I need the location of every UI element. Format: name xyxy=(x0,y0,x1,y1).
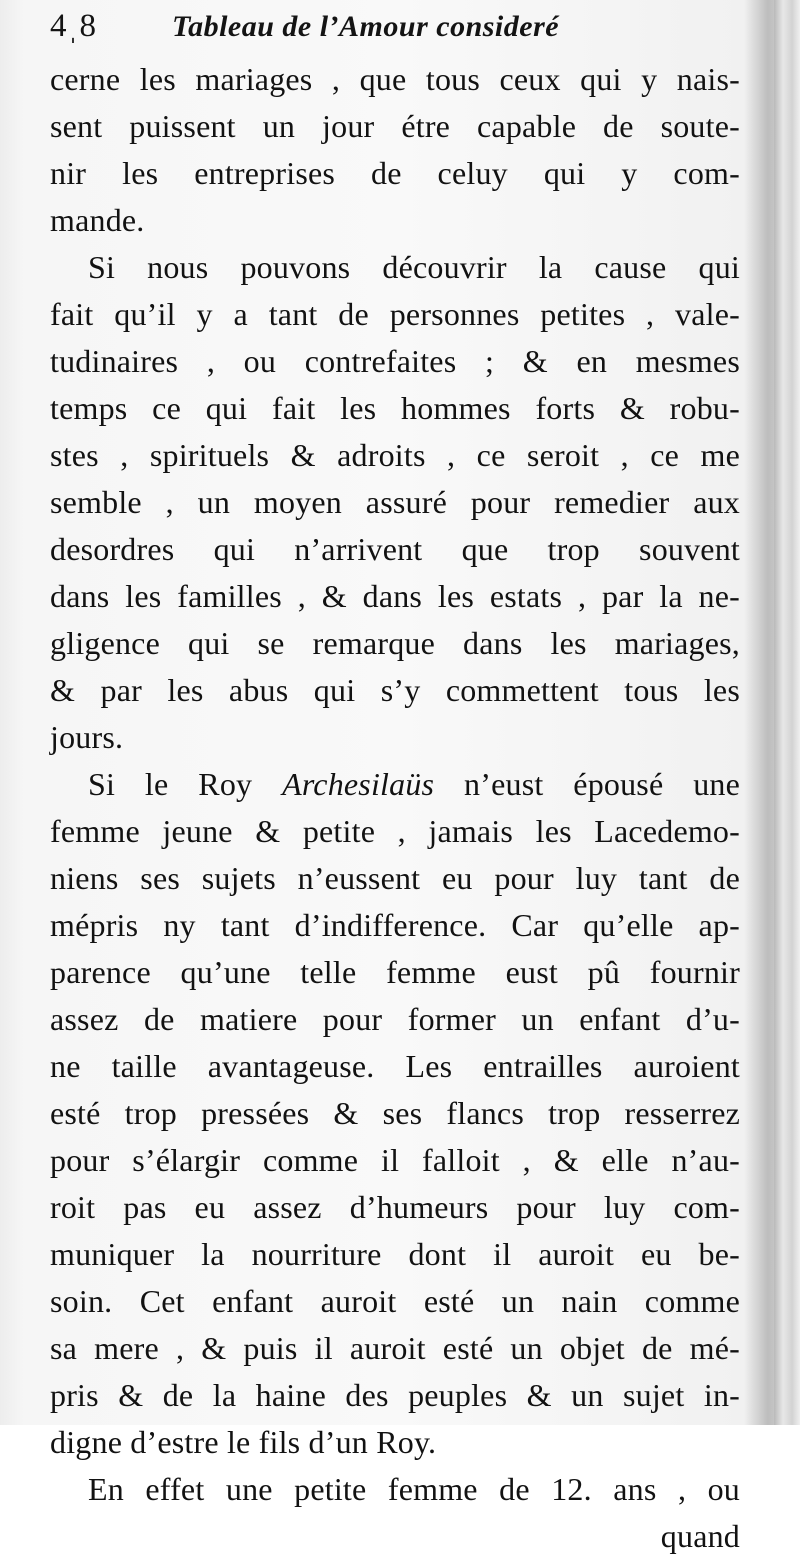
text-line: dans les familles , & dans les estats , par la ne- xyxy=(50,578,740,614)
text-line: semble , un moyen assuré pour remedier aux xyxy=(50,484,740,520)
text-line: jours. xyxy=(50,719,124,755)
page-header xyxy=(50,6,750,52)
page-gutter-shadow xyxy=(774,0,800,1425)
text-line: esté trop pressées & ses flancs trop resserrez xyxy=(50,1095,740,1131)
text-line: niens ses sujets n’eussent eu pour luy tant de xyxy=(50,860,740,896)
text-line: sent puissent un jour étre capable de soute- xyxy=(50,108,740,144)
text-line: Si nous pouvons découvrir la cause qui xyxy=(88,249,740,285)
text-line: ne taille avantageuse. Les entrailles auroient xyxy=(50,1048,740,1084)
text-line: desordres qui n’arrivent que trop souvent xyxy=(50,531,740,567)
text-segment: Si le Roy xyxy=(88,766,253,802)
text-line: mépris ny tant d’indifference. Car qu’elle ap- xyxy=(50,907,740,943)
text-line: roit pas eu assez d’humeurs pour luy com- xyxy=(50,1189,740,1225)
page-number: 4ˌ8 xyxy=(50,8,97,44)
body-text xyxy=(50,56,740,1560)
text-line: assez de matiere pour former un enfant d’u- xyxy=(50,1001,740,1037)
text-line: En effet une petite femme de 12. ans , ou xyxy=(88,1471,740,1507)
text-segment: n’eust épousé une xyxy=(464,766,741,802)
text-line: cerne les mariages , que tous ceux qui y nais- xyxy=(50,61,740,97)
text-line xyxy=(50,761,740,808)
text-line: mande. xyxy=(50,202,145,238)
text-line: nir les entreprises de celuy qui y com- xyxy=(50,155,740,191)
text-line: pris & de la haine des peuples & un sujet in- xyxy=(50,1377,740,1413)
text-line: pour s’élargir comme il falloit , & elle n’au- xyxy=(50,1142,740,1178)
text-line: & par les abus qui s’y commettent tous les xyxy=(50,672,740,708)
text-line: digne d’estre le fils d’un Roy. xyxy=(50,1424,437,1460)
text-line: gligence qui se remarque dans les mariages, xyxy=(50,625,740,661)
text-line: soin. Cet enfant auroit esté un nain comme xyxy=(50,1283,740,1319)
italic-name: Archesilaüs xyxy=(282,766,435,802)
text-line: temps ce qui fait les hommes forts & robu- xyxy=(50,390,740,426)
text-line: parence qu’une telle femme eust pû fournir xyxy=(50,954,740,990)
text-line: sa mere , & puis il auroit esté un objet de mé- xyxy=(50,1330,740,1366)
catchword: quand xyxy=(660,1518,740,1554)
running-title: Tableau de l’Amour consideré xyxy=(172,10,560,43)
text-line: fait qu’il y a tant de personnes petites , vale- xyxy=(50,296,740,332)
text-line: tudinaires , ou contrefaites ; & en mesmes xyxy=(50,343,740,379)
text-line: stes , spirituels & adroits , ce seroit , ce me xyxy=(50,437,740,473)
text-line: femme jeune & petite , jamais les Lacedemo- xyxy=(50,813,740,849)
text-line: muniquer la nourriture dont il auroit eu be- xyxy=(50,1236,740,1272)
